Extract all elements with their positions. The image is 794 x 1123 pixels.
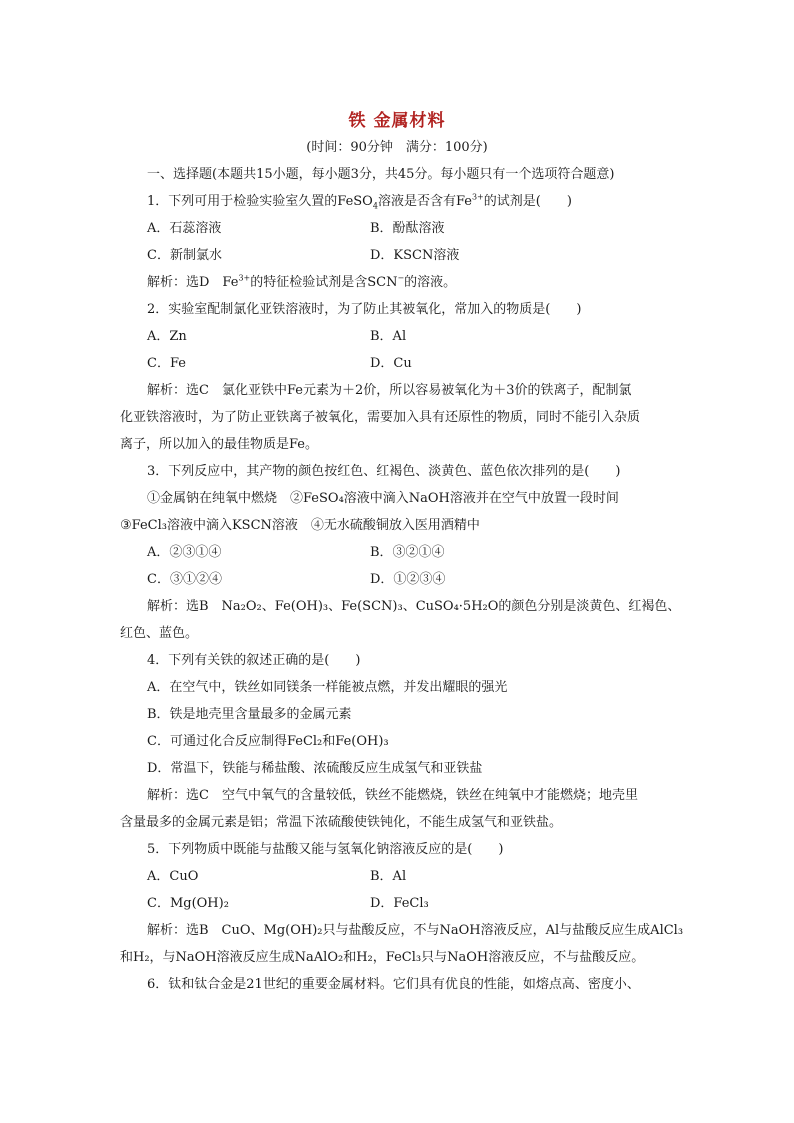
section-heading: 一、选择题(本题共15小题，每小题3分，共45分。每小题只有一个选项符合题意)	[147, 167, 615, 182]
q2-option-a: A．Zn	[147, 329, 187, 344]
q4-option-b: B．铁是地壳里含量最多的金属元素	[147, 707, 352, 722]
q4-analysis-line-2: 含量最多的金属元素是铝；常温下浓硫酸使铁钝化，不能生成氢气和亚铁盐。	[120, 815, 563, 830]
q3-option-a: A．②③①④	[147, 545, 222, 560]
question-6-stem: 6．钛和钛合金是21世纪的重要金属材料。它们具有优良的性能，如熔点高、密度小、	[147, 977, 640, 992]
q5-option-a: A．CuO	[147, 869, 199, 884]
q5-analysis-line-2: 和H₂，与NaOH溶液反应生成NaAlO₂和H₂，FeCl₃只与NaOH溶液反应，不与盐酸反应。	[120, 950, 645, 965]
q5-option-b: B．Al	[370, 869, 407, 884]
q3-option-d: D．①②③④	[370, 572, 446, 587]
question-3-stem: 3．下列反应中，其产物的颜色按红色、红褐色、淡黄色、蓝色依次排列的是( )	[147, 464, 621, 479]
q1-option-c: C．新制氯水	[147, 248, 222, 263]
q2-analysis-line-2: 化亚铁溶液时，为了防止亚铁离子被氧化，需要加入具有还原性的物质，同时不能引入杂质	[120, 410, 641, 425]
q4-option-d: D．常温下，铁能与稀盐酸、浓硫酸反应生成氢气和亚铁盐	[147, 761, 483, 776]
q5-option-c: C．Mg(OH)₂	[147, 896, 229, 911]
q3-analysis-line-2: 红色、蓝色。	[120, 626, 199, 641]
q3-analysis-line-1: 解析：选B Na₂O₂、Fe(OH)₃、Fe(SCN)₃、CuSO₄·5H₂O的颜色分别是淡黄色、红褐色、	[147, 599, 681, 614]
exam-info: (时间：90分钟 满分：100分)	[306, 140, 488, 155]
question-5-stem: 5．下列物质中既能与盐酸又能与氢氧化钠溶液反应的是( )	[147, 842, 504, 857]
page-title: 铁 金属材料	[348, 111, 446, 131]
q1-analysis: 解析：选D $Fe^{3+}$的特征检验试剂是含SCN−的溶液。	[147, 273, 457, 290]
q1-option-a: A．石蕊溶液	[147, 221, 222, 236]
q3-items-line-2: ③FeCl₃溶液中滴入KSCN溶液 ④无水硫酸铜放入医用酒精中	[120, 518, 480, 533]
q2-analysis-line-3: 离子，所以加入的最佳物质是Fe。	[120, 437, 319, 452]
q2-option-c: C．Fe	[147, 356, 186, 371]
question-2-stem: 2．实验室配制氯化亚铁溶液时，为了防止其被氧化，常加入的物质是( )	[147, 302, 582, 317]
q2-analysis-line-1: 解析：选C 氯化亚铁中Fe元素为＋2价，所以容易被氧化为＋3价的铁离子，配制氯	[147, 383, 632, 398]
q4-analysis-line-1: 解析：选C 空气中氧气的含量较低，铁丝不能燃烧，铁丝在纯氧中才能燃烧；地壳里	[147, 788, 638, 803]
q5-analysis-line-1: 解析：选B CuO、Mg(OH)₂只与盐酸反应，不与NaOH溶液反应，Al与盐酸反应生成AlCl₃	[147, 923, 684, 938]
q2-option-b: B．Al	[370, 329, 407, 344]
q1-option-b: B．酚酞溶液	[370, 221, 445, 236]
question-1-stem: 1．下列可用于检验实验室久置的FeSO$_4$溶液是否含有$Fe^{3+}$的试剂是( )	[147, 192, 572, 211]
q5-option-d: D．FeCl₃	[370, 896, 429, 911]
q1-option-d: D．KSCN溶液	[370, 248, 460, 263]
q3-option-b: B．③②①④	[370, 545, 445, 560]
q3-option-c: C．③①②④	[147, 572, 222, 587]
q3-items-line-1: ①金属钠在纯氧中燃烧 ②FeSO₄溶液中滴入NaOH溶液并在空气中放置一段时间	[147, 491, 619, 506]
q2-option-d: D．Cu	[370, 356, 412, 371]
q4-option-a: A．在空气中，铁丝如同镁条一样能被点燃，并发出耀眼的强光	[147, 680, 508, 695]
question-4-stem: 4．下列有关铁的叙述正确的是( )	[147, 653, 361, 668]
q4-option-c: C．可通过化合反应制得FeCl₂和Fe(OH)₃	[147, 734, 389, 749]
